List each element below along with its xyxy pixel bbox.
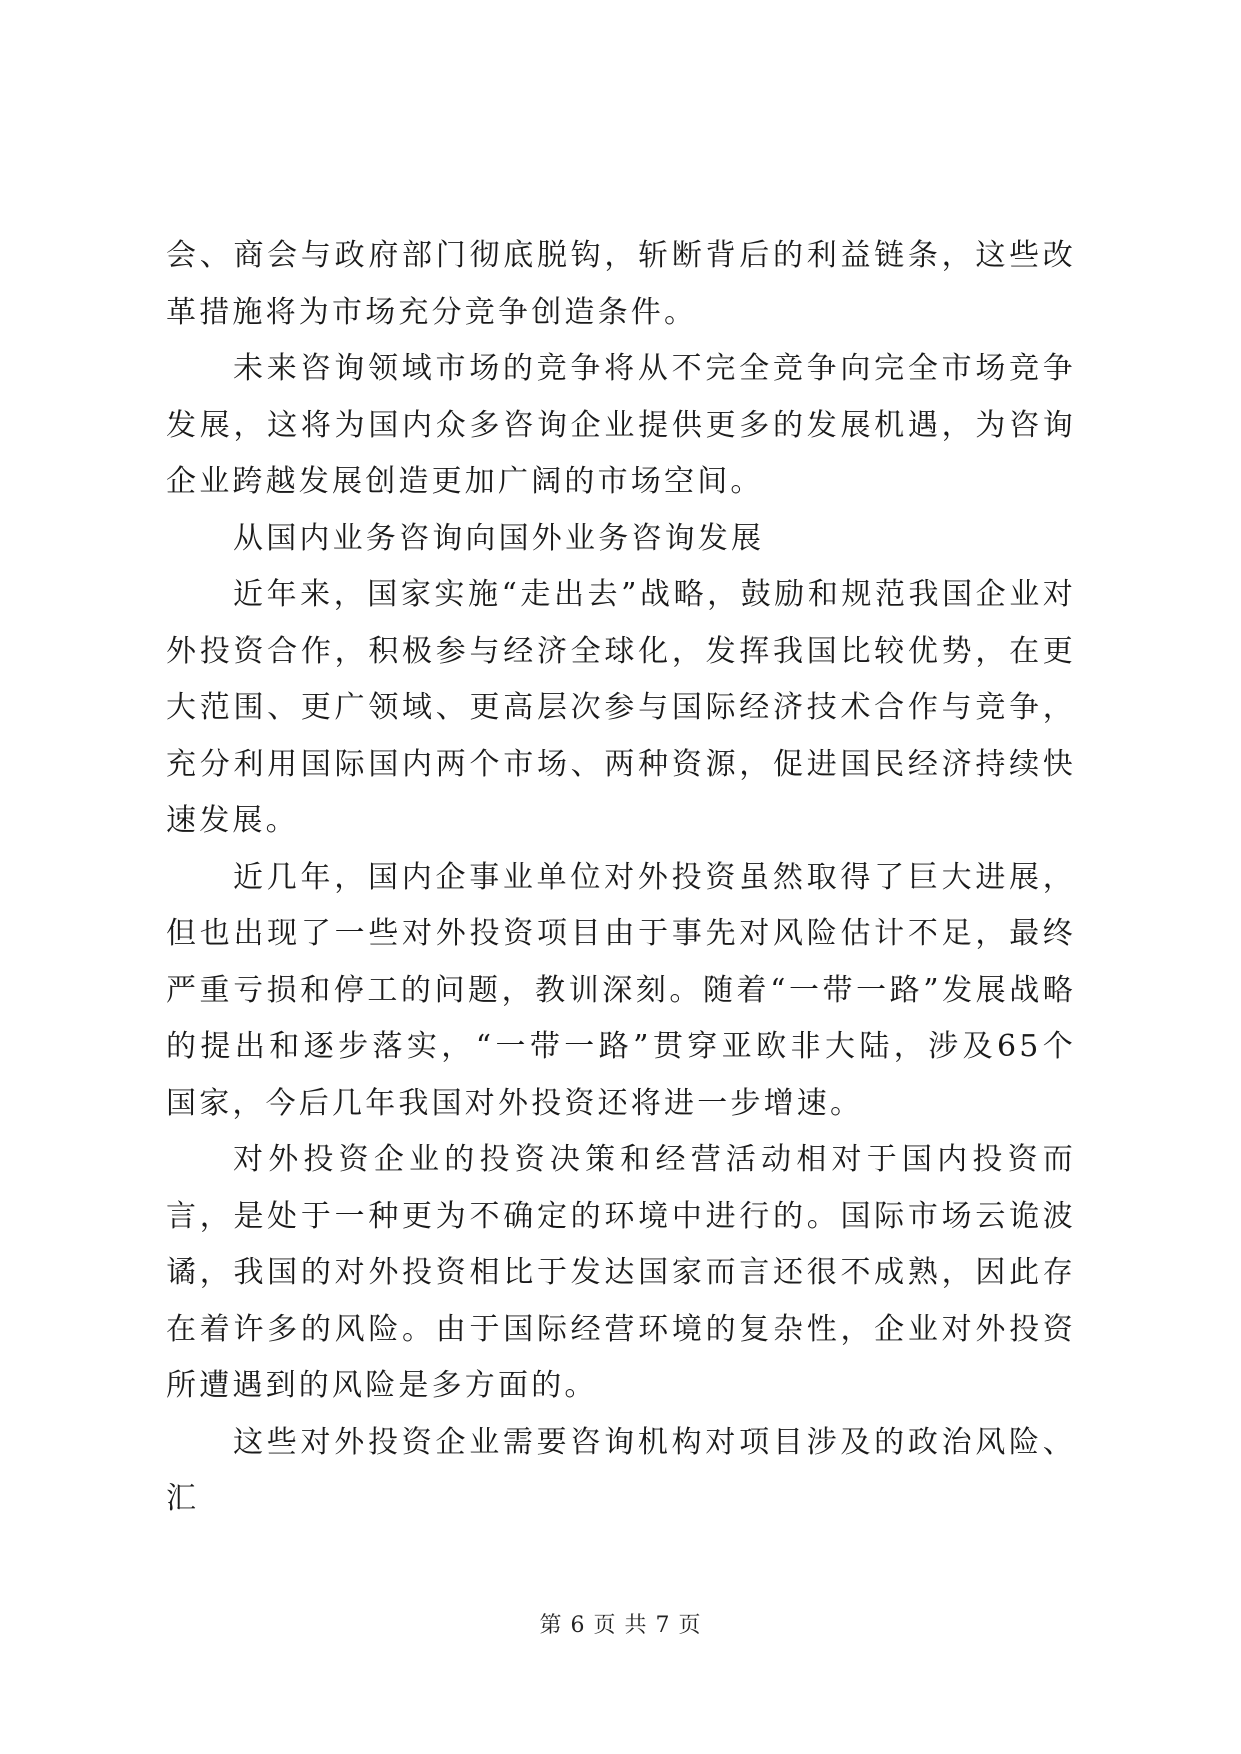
paragraph-2: 未来咨询领域市场的竞争将从不完全竞争向完全市场竞争发展，这将为国内众多咨询企业提供更多的发展机遇，为咨询企业跨越发展创造更加广阔的市场空间。 bbox=[166, 351, 1076, 499]
paragraph-3: 近年来，国家实施“走出去”战略，鼓励和规范我国企业对外投资合作，积极参与经济全球化，发挥我国比较优势，在更大范围、更广领域、更高层次参与国际经济技术合作与竞争，充分利用国际国内两个市场、两种资源，促进国民经济持续快速发展。 bbox=[166, 577, 1076, 838]
paragraph-1: 会、商会与政府部门彻底脱钩，斩断背后的利益链条，这些改革措施将为市场充分竞争创造条件。 bbox=[166, 238, 1076, 330]
document-body bbox=[166, 228, 1076, 1528]
section-heading: 从国内业务咨询向国外业务咨询发展 bbox=[233, 520, 765, 556]
paragraph-4: 近几年，国内企事业单位对外投资虽然取得了巨大进展，但也出现了一些对外投资项目由于事先对风险估计不足，最终严重亏损和停工的问题，教训深刻。随着“一带一路”发展战略的提出和逐步落实，“一带一路”贯穿亚欧非大陆，涉及65个国家，今后几年我国对外投资还将进一步增速。 bbox=[166, 859, 1076, 1121]
paragraph-6: 这些对外投资企业需要咨询机构对项目涉及的政治风险、汇 bbox=[166, 1424, 1076, 1516]
page-number-footer: 第 6 页 共 7 页 bbox=[539, 1613, 702, 1638]
paragraph-5: 对外投资企业的投资决策和经营活动相对于国内投资而言，是处于一种更为不确定的环境中进行的。国际市场云诡波谲，我国的对外投资相比于发达国家而言还很不成熟，因此存在着许多的风险。由于国际经营环境的复杂性，企业对外投资所遭遇到的风险是多方面的。 bbox=[166, 1142, 1076, 1403]
